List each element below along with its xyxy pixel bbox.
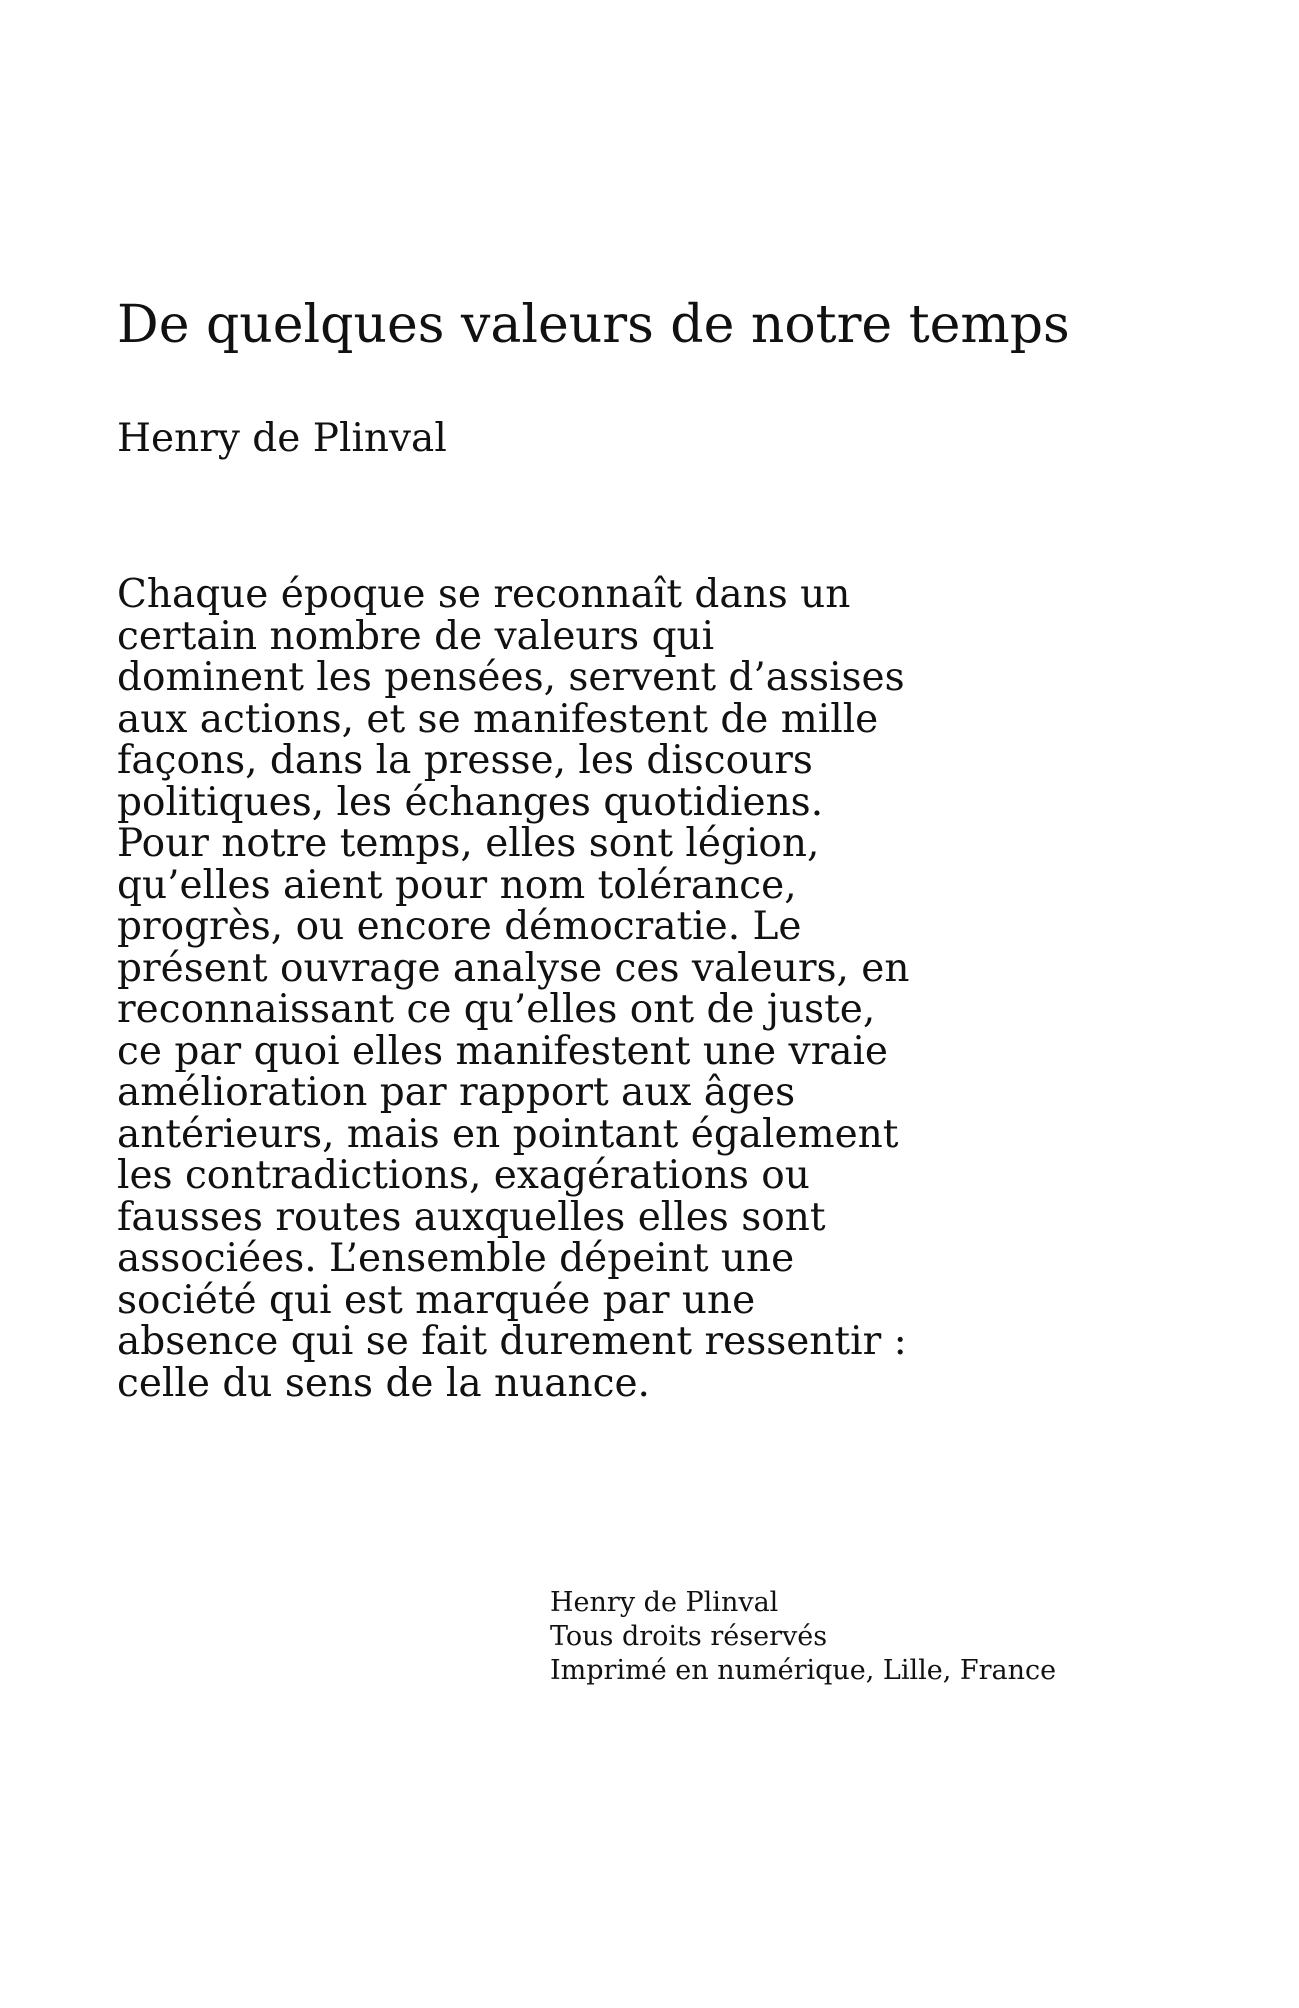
blurb-line: présent ouvrage analyse ces valeurs, en [117,945,910,991]
blurb-line: aux actions, et se manifestent de mille [117,696,879,742]
colophon-printed: Imprimé en numérique, Lille, France [550,1655,1057,1686]
blurb-line: Chaque époque se reconnaît dans un [117,572,851,617]
blurb-line: société qui est marquée par une [117,1277,756,1323]
blurb-line: progrès, ou encore démocratie. Le [117,904,802,949]
book-title: De quelques valeurs de notre temps [117,295,1070,355]
blurb-line: absence qui se fait durement ressentir : [117,1319,907,1364]
colophon [550,1586,1056,1688]
blurb-line: qu’elles aient pour nom tolérance, [117,862,797,908]
blurb-line: certain nombre de valeurs qui [117,613,715,659]
blurb-line: les contradictions, exagérations ou [117,1153,810,1198]
blurb-line: reconnaissant ce qu’elles ont de juste, [117,987,876,1032]
blurb-line: antérieurs, mais en pointant également [117,1111,899,1157]
blurb-line: ce par quoi elles manifestent une vraie [117,1028,889,1074]
blurb-line: celle du sens de la nuance. [117,1360,650,1406]
blurb-line: façons, dans la presse, les discours [117,738,813,783]
blurb-line: associées. L’ensemble dépeint une [117,1236,795,1281]
blurb-line: amélioration par rapport aux âges [117,1070,796,1115]
colophon-rights: Tous droits réservés [550,1621,828,1652]
book-author: Henry de Plinval [117,416,447,461]
blurb-line: fausses routes auxquelles elles sont [117,1194,826,1240]
colophon-author: Henry de Plinval [550,1587,779,1618]
book-blurb [117,574,947,1404]
blurb-line: Pour notre temps, elles sont légion, [117,821,820,866]
blurb-line: dominent les pensées, servent d’assises [117,655,905,700]
blurb-line: politiques, les échanges quotidiens. [117,779,824,825]
